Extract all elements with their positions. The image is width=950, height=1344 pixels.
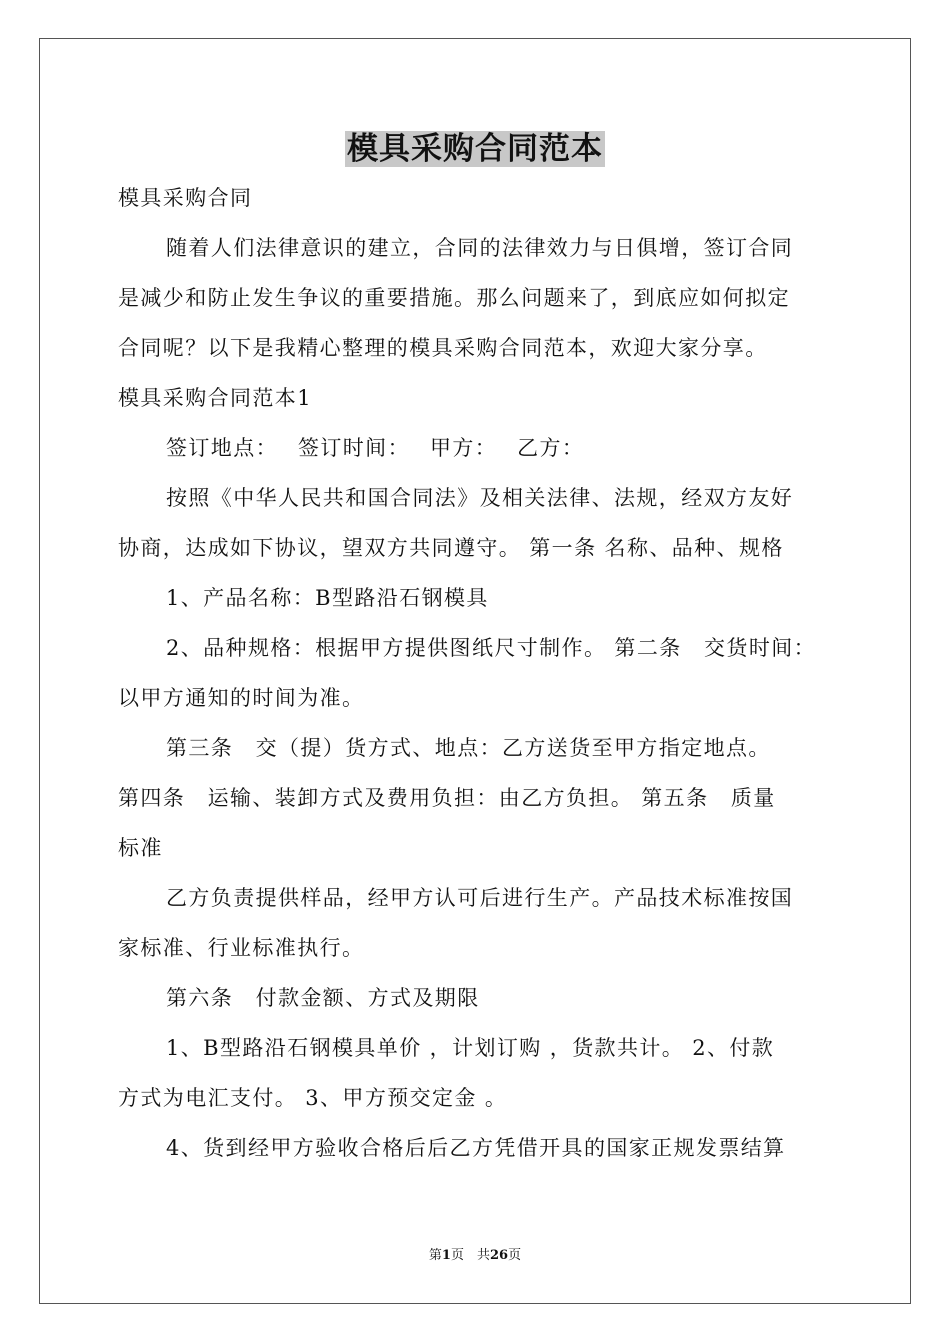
text-line: 第三条 交（提）货方式、地点：乙方送货至甲方指定地点。: [166, 736, 771, 760]
text-line: 按照《中华人民共和国合同法》及相关法律、法规，经双方友好: [166, 486, 794, 510]
text-line: 是减少和防止发生争议的重要措施。那么问题来了，到底应如何拟定: [118, 286, 790, 310]
text-line: 模具采购合同: [118, 186, 253, 210]
footer-suffix: 页: [508, 1248, 522, 1263]
text-line: 标准: [118, 836, 163, 860]
text-line: 乙方负责提供样品，经甲方认可后进行生产。产品技术标准按国: [166, 886, 794, 910]
page-border: [39, 38, 911, 1304]
footer-mid: 页 共: [450, 1248, 490, 1263]
text-line: 合同呢？以下是我精心整理的模具采购合同范本，欢迎大家分享。: [118, 336, 768, 360]
text-line: 以甲方通知的时间为准。: [118, 686, 365, 710]
footer-prefix: 第: [428, 1248, 442, 1263]
document-title-wrap: [0, 128, 950, 170]
text-line: 随着人们法律意识的建立，合同的法律效力与日俱增，签订合同: [166, 236, 794, 260]
text-line: 方式为电汇支付。 3、甲方预交定金 。: [118, 1086, 508, 1110]
footer-page-number: 1: [441, 1248, 451, 1263]
document-title: 模具采购合同范本: [347, 131, 603, 167]
text-line: 第六条 付款金额、方式及期限: [166, 986, 480, 1010]
text-line: 模具采购合同范本1: [118, 386, 312, 410]
text-line: 签订地点： 签订时间： 甲方： 乙方：: [166, 436, 585, 460]
text-line: 2、品种规格：根据甲方提供图纸尺寸制作。 第二条 交货时间：: [166, 636, 817, 660]
text-line: 1、B型路沿石钢模具单价 ，计划订购 ，货款共计。 2、付款: [166, 1036, 775, 1060]
text-line: 4、货到经甲方验收合格后后乙方凭借开具的国家正规发票结算: [166, 1136, 786, 1160]
footer-total-pages: 26: [489, 1248, 509, 1263]
text-line: 1、产品名称：B型路沿石钢模具: [166, 586, 489, 610]
text-line: 第四条 运输、装卸方式及费用负担：由乙方负担。 第五条 质量: [118, 786, 776, 810]
page-footer: [0, 1247, 950, 1265]
text-line: 协商，达成如下协议，望双方共同遵守。 第一条 名称、品种、规格: [118, 536, 784, 560]
text-line: 家标准、行业标准执行。: [118, 936, 365, 960]
